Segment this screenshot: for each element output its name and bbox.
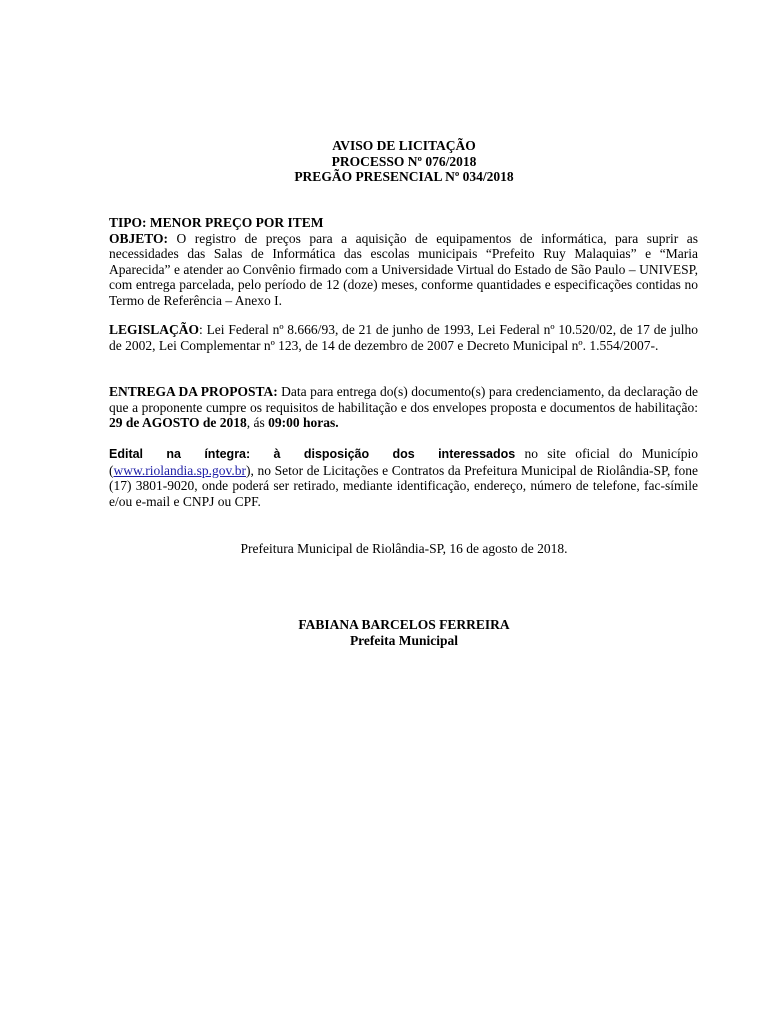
auction-number: PREGÃO PRESENCIAL Nº 034/2018 — [294, 169, 514, 184]
edital-text-1: no site oficial do Município ( — [109, 446, 698, 478]
edital-paragraph — [109, 446, 698, 509]
signatory-title: Prefeita Municipal — [349, 632, 459, 648]
signature-block — [0, 617, 770, 648]
notice-title: AVISO DE LICITAÇÃO — [332, 138, 476, 153]
objeto-text: O registro de preços para a aquisição de equipamentos de informática, para suprir as necessidades das Salas de Informática das escolas municipais “Prefeito Ruy Malaquias” e “Maria Aparecida” e atender ao Convênio firmado com a Universidade Virtual do Estado de São Paulo – UNIVESP, com entrega parcelada, pelo período de 12 (doze) meses, conforme quantidades e especificações contidas no Termo de Referência – Anexo I. — [109, 230, 698, 308]
tipo-line: TIPO: MENOR PREÇO POR ITEM — [109, 215, 324, 230]
place-date: Prefeitura Municipal de Riolândia-SP, 16 de agosto de 2018. — [240, 541, 568, 556]
tipo-objeto-section — [109, 215, 698, 309]
municipality-website-link[interactable]: www.riolandia.sp.gov.br — [113, 462, 246, 478]
legislacao-label: LEGISLAÇÃO — [109, 322, 200, 337]
entrega-date: 29 de AGOSTO de 2018 — [109, 415, 247, 431]
notice-header — [0, 138, 770, 185]
entrega-label: ENTREGA DA PROPOSTA: — [109, 384, 278, 399]
objeto-label: OBJETO: — [109, 230, 169, 246]
entrega-text: Data para entrega do(s) documento(s) para credenciamento, da declaração de que a proponente cumpre os requisitos de habilitação e dos envelopes proposta e documentos de habilitação: — [109, 384, 698, 415]
entrega-time: 09:00 horas. — [268, 415, 339, 431]
edital-text-2: ), no Setor de Licitações e Contratos da Prefeitura Municipal de Riolândia-SP, fone (17) 3801-9020, onde poderá ser retirado, mediante identificação, endereço, número de telefone, fac-símile e/ou e-mail e CNPJ ou CPF. — [109, 462, 698, 509]
edital-label: Edital na íntegra: à disposição dos interessados — [109, 447, 516, 461]
legislacao-paragraph — [109, 322, 698, 353]
process-number: PROCESSO Nº 076/2018 — [331, 153, 477, 169]
legislacao-text: : Lei Federal nº 8.666/93, de 21 de junho de 1993, Lei Federal nº 10.520/02, de 17 de julho de 2002, Lei Complementar nº 123, de 14 de dezembro de 2007 e Decreto Municipal nº. 1.554/2007-. — [109, 322, 698, 353]
signatory-name: FABIANA BARCELOS FERREIRA — [298, 617, 510, 632]
objeto-paragraph — [109, 231, 698, 309]
entrega-mid: , ás — [246, 415, 269, 431]
entrega-paragraph — [109, 384, 698, 431]
